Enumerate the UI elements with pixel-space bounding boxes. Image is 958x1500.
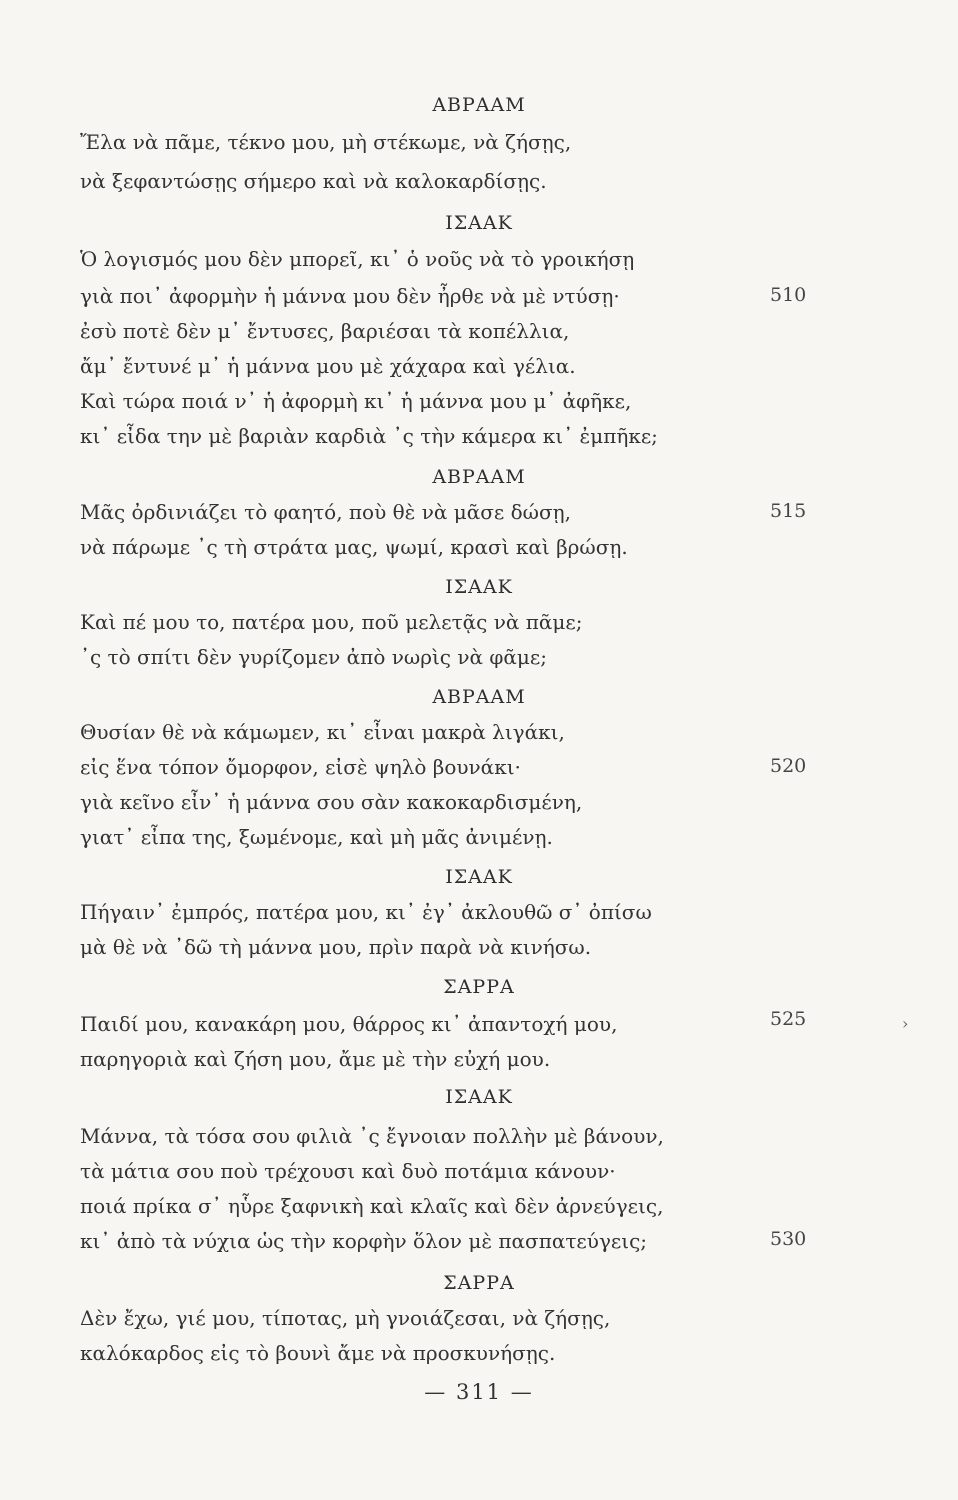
verse-line: παρηγοριὰ καὶ ζήση μου, ἄμε μὲ τὴν εὐχή μου. (80, 1047, 551, 1071)
line-number: 525 (770, 1008, 807, 1030)
verse-line: Καὶ πέ μου το, πατέρα μου, ποῦ μελετᾷς νὰ πᾶμε; (80, 610, 583, 634)
verse-line: Παιδί μου, κανακάρη μου, θάρρος κι᾽ ἀπαντοχή μου, (80, 1012, 618, 1036)
line-number: 510 (770, 284, 807, 306)
speaker-sarra: ΣΑΡΡΑ (443, 976, 515, 998)
verse-line: γιὰ ποι᾽ ἀφορμὴν ἡ μάννα μου δὲν ἦρθε νὰ μὲ ντύσῃ· (80, 284, 620, 308)
verse-line: Θυσίαν θὲ νὰ κάμωμεν, κι᾽ εἶναι μακρὰ λιγάκι, (80, 720, 565, 744)
verse-line: γιατ᾽ εἶπα της, ξωμένομε, καὶ μὴ μᾶς ἀνιμένῃ. (80, 825, 553, 849)
verse-line: γιὰ κεῖνο εἶν᾽ ἡ μάννα σου σὰν κακοκαρδισμένη, (80, 790, 583, 814)
line-number: 530 (770, 1228, 807, 1250)
verse-line: Μᾶς ὀρδινιάζει τὸ φαητό, ποὺ θὲ νὰ μᾶσε δώσῃ, (80, 500, 571, 524)
verse-line: Ὁ λογισμός μου δὲν μπορεῖ, κι᾽ ὁ νοῦς νὰ τὸ γροικήσῃ (80, 247, 635, 271)
speaker-isaak: ΙΣΑΑΚ (445, 866, 513, 888)
verse-line: Καὶ τώρα ποιά ν᾽ ἡ ἀφορμὴ κι᾽ ἡ μάννα μου μ᾽ ἀφῆκε, (80, 389, 632, 413)
verse-line: ἐσὺ ποτὲ δὲν μ᾽ ἔντυσες, βαριέσαι τὰ κοπέλλια, (80, 319, 570, 343)
page-number: — 311 — (424, 1380, 534, 1404)
speaker-abraam: ΑΒΡΑΑΜ (432, 466, 526, 488)
verse-line: καλόκαρδος εἰς τὸ βουνὶ ἄμε νὰ προσκυνήσῃς. (80, 1341, 556, 1365)
verse-line: κι᾽ ἀπὸ τὰ νύχια ὡς τὴν κορφὴν ὅλον μὲ πασπατεύγεις; (80, 1229, 648, 1253)
speaker-abraam: ΑΒΡΑΑΜ (432, 686, 526, 708)
line-number: 515 (770, 500, 807, 522)
verse-line: ποιά πρίκα σ᾽ ηὗρε ξαφνικὴ καὶ κλαῖς καὶ δὲν ἀρνεύγεις, (80, 1194, 664, 1218)
verse-line: Μάννα, τὰ τόσα σου φιλιὰ ᾽ς ἔγνοιαν πολλὴν μὲ βάνουν, (80, 1124, 664, 1148)
speaker-isaak: ΙΣΑΑΚ (445, 576, 513, 598)
speaker-abraam: ΑΒΡΑΑΜ (432, 94, 526, 116)
verse-line: ἄμ᾽ ἔντυνέ μ᾽ ἡ μάννα μου μὲ χάχαρα καὶ γέλια. (80, 354, 576, 378)
line-number: 520 (770, 755, 807, 777)
verse-line: τὰ μάτια σου ποὺ τρέχουσι καὶ δυὸ ποτάμια κάνουν· (80, 1159, 616, 1183)
speaker-isaak: ΙΣΑΑΚ (445, 1086, 513, 1108)
verse-line: Δὲν ἔχω, γιέ μου, τίποτας, μὴ γνοιάζεσαι, νὰ ζήσῃς, (80, 1306, 611, 1330)
verse-line: κι᾽ εἶδα την μὲ βαριὰν καρδιὰ ᾽ς τὴν κάμερα κι᾽ ἐμπῆκε; (80, 424, 658, 448)
speaker-isaak: ΙΣΑΑΚ (445, 212, 513, 234)
verse-line: εἰς ἕνα τόπον ὄμορφον, εἰσὲ ψηλὸ βουνάκι· (80, 755, 521, 779)
verse-line: νὰ πάρωμε ᾽ς τὴ στράτα μας, ψωμί, κρασὶ καὶ βρώσῃ. (80, 535, 628, 559)
verse-line: Ἔλα νὰ πᾶμε, τέκνο μου, μὴ στέκωμε, νὰ ζήσῃς, (80, 130, 572, 154)
speaker-sarra: ΣΑΡΡΑ (443, 1272, 515, 1294)
verse-line: Πήγαιν᾽ ἐμπρός, πατέρα μου, κι᾽ ἐγ᾽ ἀκλουθῶ σ᾽ ὀπίσω (80, 900, 652, 924)
verse-line: ᾽ς τὸ σπίτι δὲν γυρίζομεν ἀπὸ νωρὶς νὰ φᾶμε; (80, 645, 547, 669)
margin-mark: › (902, 1014, 909, 1033)
verse-line: νὰ ξεφαντώσῃς σήμερο καὶ νὰ καλοκαρδίσῃς. (80, 169, 547, 193)
verse-line: μὰ θὲ νὰ ᾽δῶ τὴ μάννα μου, πρὶν παρὰ νὰ κινήσω. (80, 935, 592, 959)
